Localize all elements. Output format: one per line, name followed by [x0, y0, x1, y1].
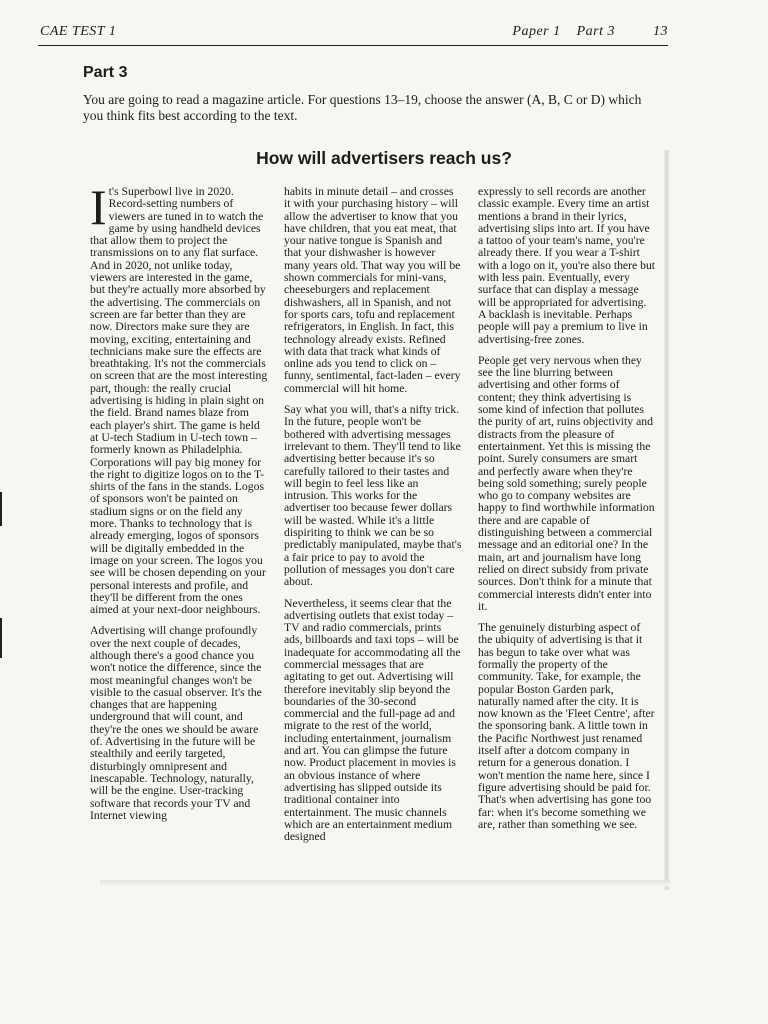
paper-label: Paper 1 [512, 24, 561, 39]
article-paragraph: Say what you will, that's a nifty trick. In the future, people won't be bothered with advertising messages irrelevant to them. They'll tend to like advertising better because it's so carefully tailored to their tastes and will begin to feel less like an intrusion. This works for the advertiser too because fewer dollars will be wasted. While it's a little dispiriting to think we can be so predictably manipulated, maybe that's a fair price to pay to avoid the pollution of messages you don't care about. [284, 403, 462, 589]
page-number: 13 [653, 24, 668, 39]
article-paragraph: The genuinely disturbing aspect of the ubiquity of advertising is that it has begun to take over what was formally the property of the community. Take, for example, the popular Boston Garden park, naturally named after the city. It is now known as the 'Fleet Centre', after the sponsoring bank. A little town in the Pacific Northwest just renamed itself after a dotcom company in return for a generous donation. I won't mention the name here, since I figure advertising should be paid for. That's when advertising has gone too far: when it's become something we are, rather than something we see. [478, 621, 655, 831]
header-rule [38, 45, 668, 46]
article-title: How will advertisers reach us? [256, 148, 512, 168]
article-column-3 [478, 186, 656, 840]
part-label: Part 3 [576, 24, 615, 39]
page-edge-shadow [664, 150, 670, 890]
drop-cap: I [90, 179, 107, 235]
article-paragraph: Advertising will change profoundly over the next couple of decades, although there's a good chance you won't notice the difference, since the most meaningful changes won't be visible to the casual observer. It's the changes that are happening underground that will count, and they're the ones we should be aware of. Advertising in the future will be stealthily and eerily targeted, disturbingly omnipresent and inescapable. Technology, naturally, will be the engine. User-tracking software that records your TV and Internet viewing [90, 624, 262, 822]
page-info [500, 24, 668, 40]
article-paragraph: habits in minute detail – and crosses it with your purchasing history – will allow the advertiser to know that you have children, that you eat meat, that your native tongue is Spanish and that your dishwasher is however many years old. That way you will be shown commercials for mini-vans, cheeseburgers and replacement dishwashers, all in Spanish, and not for sports cars, tofu and replacement refrigerators, in English. In fact, this technology already exists. Refined with data that track what kinds of online ads you tend to click on – funny, sentimental, fact-laden – every commercial will hit home. [284, 185, 461, 395]
article-paragraph: It's Superbowl live in 2020. Record-setting numbers of viewers are tuned in to watch the game by using handheld devices that allow them to project the transmissions on to any flat surface. And in 2020, not unlike today, viewers are interested in the game, but they're actually more absorbed by the advertising. The commercials on screen are far better than they are now. Directors make sure they are moving, exciting, entertaining and technicians make sure the effects are breathtaking. It's not the commercials on screen that are the most interesting part, though: the really crucial advertising is hiding in plain sight on the field. Brand names blaze from each player's shirt. The game is held at U-tech Stadium in U-tech town – formerly known as Philadelphia. Corporations will pay big money for the right to digitize logos on to the T-shirts of the fans in the stands. Logos of sponsors won't be painted on stadium signs or on the field any more. Thanks to technology that is already emerging, logos of sponsors will be digitally embedded in the image on your screen. The logos you see will be chosen depending on your personal interests and profile, and they'll be different from the ones aimed at your next-door neighbours. [90, 179, 268, 617]
article-paragraph: People get very nervous when they see the line blurring between advertising and other forms of content; they think advertising is some kind of infection that pollutes the purity of art, ruins objectivity and distracts from the pleasure of entertainment. Yet this is missing the point. Surely consumers are smart and perfectly aware when they're being sold something; surely people who go to company websites are happy to find worthwhile information there and are capable of distinguishing between a commercial message and an editorial one? In the main, art and journalism have long relied on direct subsidy from private sources. Don't think for a minute that commercial interests didn't enter into it. [478, 353, 655, 613]
instructions: You are going to read a magazine article. For questions 13–19, choose the answer (A, B, C or D) which you think fits best according to the text. [83, 92, 642, 123]
article-column-1 [90, 179, 268, 831]
part-title: Part 3 [83, 64, 128, 81]
article-paragraph: expressly to sell records are another classic example. Every time an artist mentions a brand in their lyrics, advertising slips into art. If you have a tattoo of your team's name, you're already there. If you wear a T-shirt with a logo on it, you're also there but with less pain. Eventually, every surface that can display a message will be appropriated for advertising. A backlash is inevitable. Perhaps people will pay a premium to live in advertising-free zones. [478, 185, 656, 346]
article-paragraph: Nevertheless, it seems clear that the advertising outlets that exist today – TV and radio commercials, prints ads, billboards and taxi tops – will be inadequate for accommodating all the commercial messages that are agitating to get out. Advertising will therefore inevitably slip beyond the boundaries of the 30-second commercial and the full-page ad and migrate to the rest of the world, including entertainment, journalism and art. You can glimpse the future now. Product placement in movies is an obvious instance of where advertising has slipped outside its traditional container into entertainment. The music channels which are an entertainment medium designed [284, 596, 461, 844]
test-name: CAE TEST 1 [40, 24, 117, 39]
binding-mark-top [0, 492, 2, 526]
page-bottom-shadow [100, 880, 670, 886]
article-body [90, 179, 662, 876]
binding-mark-bottom [0, 618, 2, 658]
article-column-2 [284, 186, 462, 852]
